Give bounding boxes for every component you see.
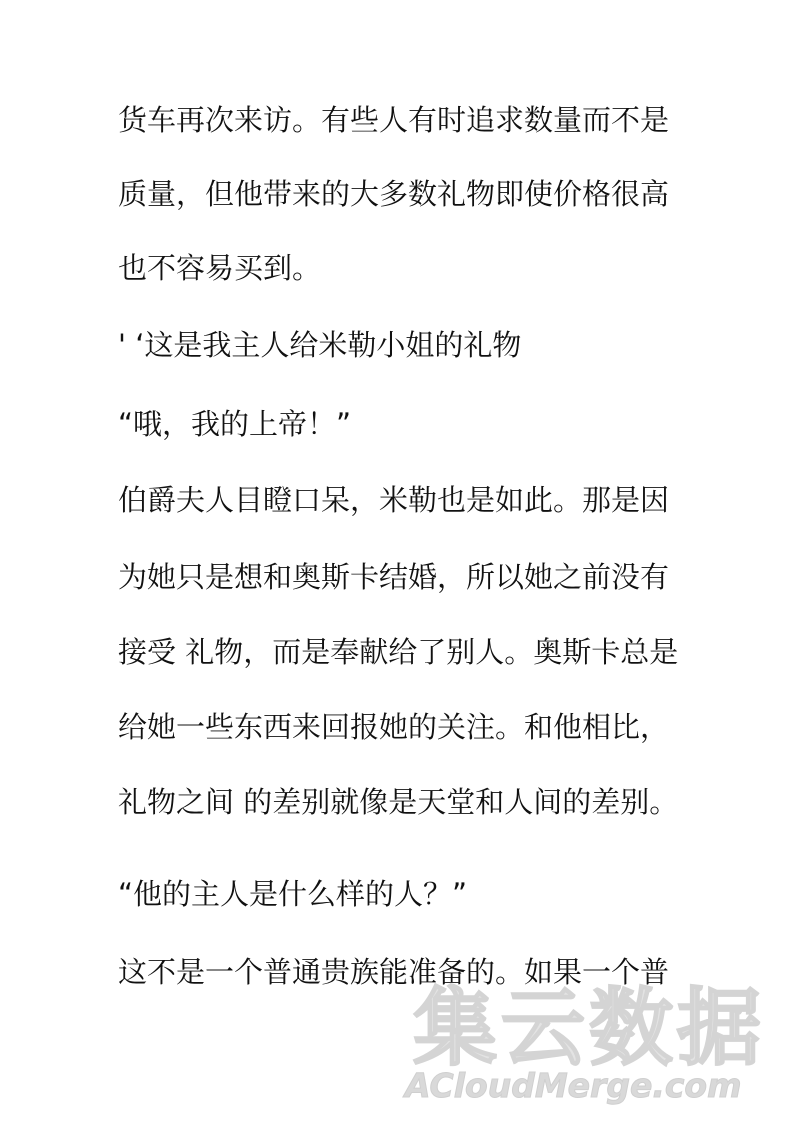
text-line-10: 礼物之间 的差别就像是天堂和人间的差别。 xyxy=(118,785,679,819)
text-line-5: “哦，我的上帝！” xyxy=(118,407,352,441)
text-line-6: 伯爵夫人目瞪口呆，米勒也是如此。那是因 xyxy=(118,483,670,517)
text-line-4: ' ‘这是我主人给米勒小姐的礼物 xyxy=(118,328,522,362)
watermark-english-text: ACloudMerge.com xyxy=(405,1066,742,1105)
text-line-2: 质量，但他带来的大多数礼物即使价格很高 xyxy=(118,177,670,211)
text-line-11: “他的主人是什么样的人？” xyxy=(118,877,468,911)
text-line-8: 接受 礼物，而是奉献给了别人。奥斯卡总是 xyxy=(118,635,679,669)
watermark-chinese-text: 集云数据 xyxy=(413,979,766,1077)
text-line-1: 货车再次来访。有些人有时追求数量而不是 xyxy=(118,103,670,137)
text-line-3: 也不容易买到。 xyxy=(118,251,322,285)
text-line-9: 给她一些东西来回报她的关注。和他相比， xyxy=(118,710,670,744)
watermark-logo xyxy=(405,980,790,1120)
text-line-7: 为她只是想和奥斯卡结婚，所以她之前没有 xyxy=(118,560,670,594)
text-line-12: 这不是一个普通贵族能准备的。如果一个普 xyxy=(118,955,670,989)
